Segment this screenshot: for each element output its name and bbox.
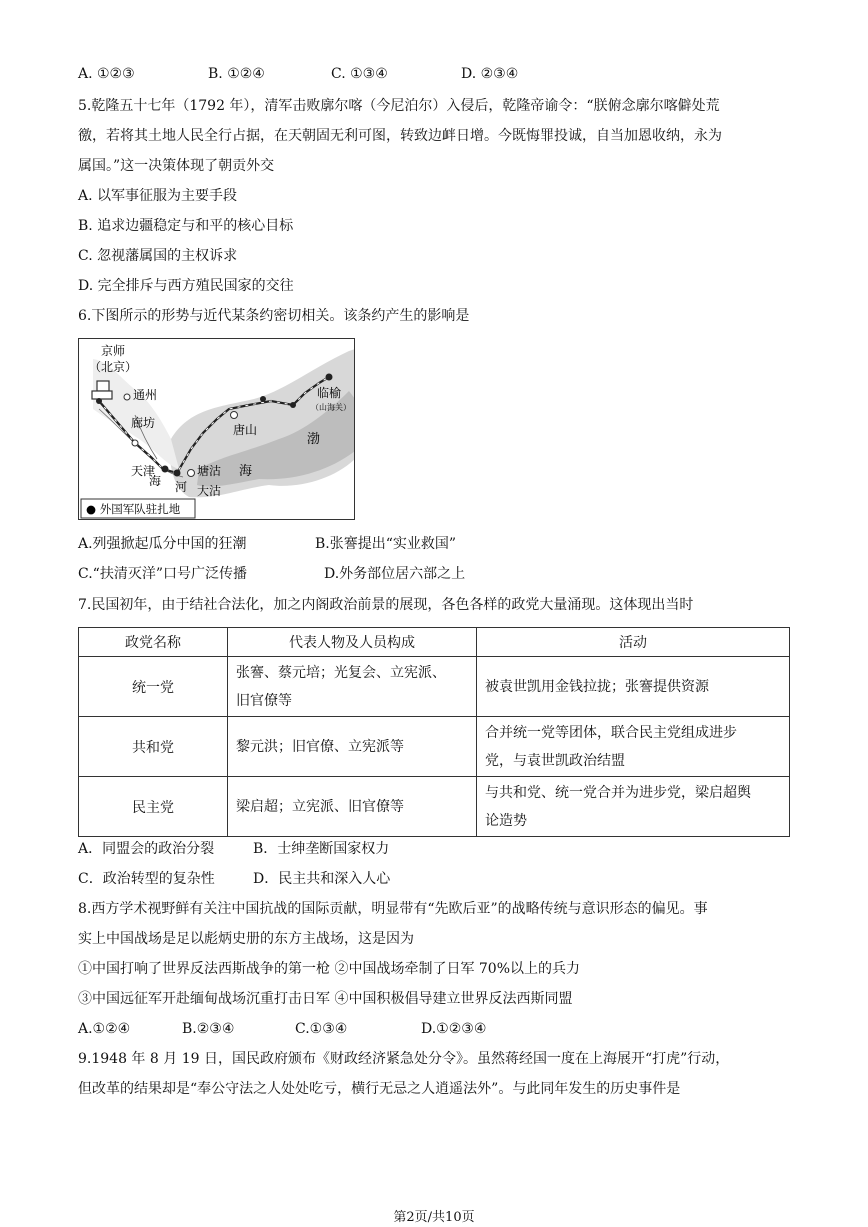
q5-option-a: A. 以军事征服为主要手段: [78, 188, 238, 204]
map-label-tianjin: 天津: [131, 464, 156, 478]
q7-option-a: A．同盟会的政治分裂: [78, 841, 215, 857]
map-label-dagu: 大沽: [197, 484, 222, 498]
map-label-beijing: （北京）: [89, 360, 138, 374]
q8-option-c: C.①③④: [295, 1021, 348, 1037]
table-row: [79, 777, 790, 837]
table-header: 代表人物及人员构成: [228, 628, 477, 657]
q4-option-a: A. ①②③: [78, 66, 135, 82]
beijing-wall: [97, 381, 109, 391]
map-label-shanhaiguan: （山海关）: [311, 403, 351, 412]
q6-options-row1: [78, 534, 778, 554]
q5-stem-line1: 5.乾隆五十七年（1792 年），清军击败廓尔喀（今尼泊尔）入侵后，乾隆帝谕令：“朕俯念廓尔喀僻处荒: [78, 98, 720, 114]
q9-stem-line2: 但改革的结果却是“奉公守法之人处处吃亏，横行无忌之人逍遥法外”。与此同年发生的历史事件是: [78, 1081, 681, 1097]
map-label-langfang: 廊坊: [131, 416, 156, 430]
map-label-linyu: 临榆: [317, 386, 342, 400]
q8-options: [78, 1019, 778, 1039]
q8-option-a: A.①②④: [78, 1021, 131, 1037]
q8-option-d: D.①②③④: [421, 1021, 487, 1037]
q6-option-b: B.张謇提出“实业救国”: [315, 536, 457, 552]
party-activity: [477, 777, 790, 837]
page-footer: 第2页/共10页: [393, 1210, 475, 1225]
q6-stem: 6.下图所示的形势与近代某条约密切相关。该条约产生的影响是: [78, 308, 470, 324]
party-members: [228, 657, 477, 717]
party-activity: [477, 657, 790, 717]
q5-stem-line2: 徼，若将其土地人民全行占据，在天朝固无利可图，转致边衅日增。今既悔罪投诚，自当加恩收纳，永为: [78, 128, 722, 144]
party-members: [228, 717, 477, 777]
q5-stem-line3: 属国。”这一决策体现了朝贡外交: [78, 158, 275, 174]
q4-option-c: C. ①③④: [331, 66, 388, 82]
map-label-tangshan: 唐山: [233, 423, 258, 437]
map-label-haihe-he: 河: [175, 480, 188, 494]
activity-line: 被袁世凯用金钱拉拢；张謇提供资源: [485, 678, 709, 695]
party-members: [228, 777, 477, 837]
activity-line: 合并统一党等团体，联合民主党组成进步: [485, 724, 737, 741]
q7-stem: 7.民国初年，由于结社合法化，加之内阁政治前景的展现，各色各样的政党大量涌现。这体现出当时: [78, 597, 694, 613]
q6-map: [78, 338, 355, 520]
q8-option-b: B.②③④: [182, 1021, 235, 1037]
land-region: [93, 359, 179, 469]
table-row: [79, 657, 790, 717]
q8-item-line2: ③中国远征军开赴缅甸战场沉重打击日军 ④中国积极倡导建立世界反法西斯同盟: [78, 991, 573, 1007]
q7-options-row1: [78, 839, 778, 859]
q7-option-b: B．士绅垄断国家权力: [253, 841, 390, 857]
party-name: 共和党: [79, 717, 228, 777]
haihe-marker: [174, 470, 181, 477]
activity-line: 论造势: [485, 812, 527, 829]
q7-options-row2: [78, 869, 778, 889]
q6-option-a: A.列强掀起瓜分中国的狂潮: [78, 536, 247, 552]
troop-marker-1: [96, 398, 102, 404]
members-line: 旧官僚等: [236, 692, 292, 709]
langfang-marker: [132, 440, 138, 446]
party-name: 民主党: [79, 777, 228, 837]
map-label-jingshi: 京师: [101, 344, 126, 358]
map-label-tanggu: 塘沽: [197, 464, 222, 478]
party-activity: [477, 717, 790, 777]
party-name: 统一党: [79, 657, 228, 717]
q7-option-d: D．民主共和深入人心: [253, 871, 391, 887]
q8-item-line1: ①中国打响了世界反法西斯战争的第一枪 ②中国战场牵制了日军 70%以上的兵力: [78, 961, 581, 977]
tongzhou-marker: [124, 394, 130, 400]
q6-option-d: D.外务部位居六部之上: [324, 566, 466, 582]
q9-stem-line1: 9.1948 年 8 月 19 日，国民政府颁布《财政经济紧急处分令》。虽然蒋经国一度在上海展开“打虎”行动，: [78, 1051, 730, 1067]
members-line: 梁启超；立宪派、旧官僚等: [236, 798, 404, 815]
parties-table: [78, 627, 790, 837]
map-label-bohai-bo: 渤: [307, 432, 321, 447]
q5-option-b: B. 追求边疆稳定与和平的核心目标: [78, 218, 294, 234]
linyu-marker: [326, 374, 333, 381]
q8-stem-line1: 8.西方学术视野鲜有关注中国抗战的国际贡献，明显带有“先欧后亚”的战略传统与意识形态的偏见。事: [78, 901, 708, 917]
map-svg: [79, 339, 355, 520]
q6-options-row2: [78, 564, 778, 584]
map-label-bohai-hai: 海: [239, 464, 253, 479]
q4-option-d: D. ②③④: [461, 66, 519, 82]
tanggu-marker: [188, 470, 195, 477]
activity-line: 与共和党、统一党合并为进步党，梁启超舆: [485, 784, 751, 801]
troop-marker-2: [260, 396, 266, 402]
q6-option-c: C.“扶清灭洋”口号广泛传播: [78, 566, 247, 582]
q8-stem-line2: 实上中国战场是足以彪炳史册的东方主战场，这是因为: [78, 931, 414, 947]
members-line: 张謇、蔡元培；光复会、立宪派、: [236, 664, 446, 681]
table-header: 政党名称: [79, 628, 228, 657]
map-label-haihe-hai: 海: [149, 474, 162, 488]
beijing-wall-inner: [92, 391, 112, 399]
q5-option-d: D. 完全排斥与西方殖民国家的交往: [78, 278, 294, 294]
table-header-row: [79, 628, 790, 657]
table-header: 活动: [477, 628, 790, 657]
tianjin-marker: [162, 466, 169, 473]
map-label-tongzhou: 通州: [133, 388, 158, 402]
troop-marker-3: [290, 402, 296, 408]
map-legend: ● 外国军队驻扎地: [86, 502, 181, 516]
q5-option-c: C. 忽视藩属国的主权诉求: [78, 248, 238, 264]
q4-options: [78, 66, 778, 86]
q7-option-c: C．政治转型的复杂性: [78, 871, 215, 887]
activity-line: 党，与袁世凯政治结盟: [485, 752, 625, 769]
q4-option-b: B. ①②④: [208, 66, 265, 82]
tangshan-marker: [231, 412, 238, 419]
table-row: [79, 717, 790, 777]
members-line: 黎元洪；旧官僚、立宪派等: [236, 738, 404, 755]
